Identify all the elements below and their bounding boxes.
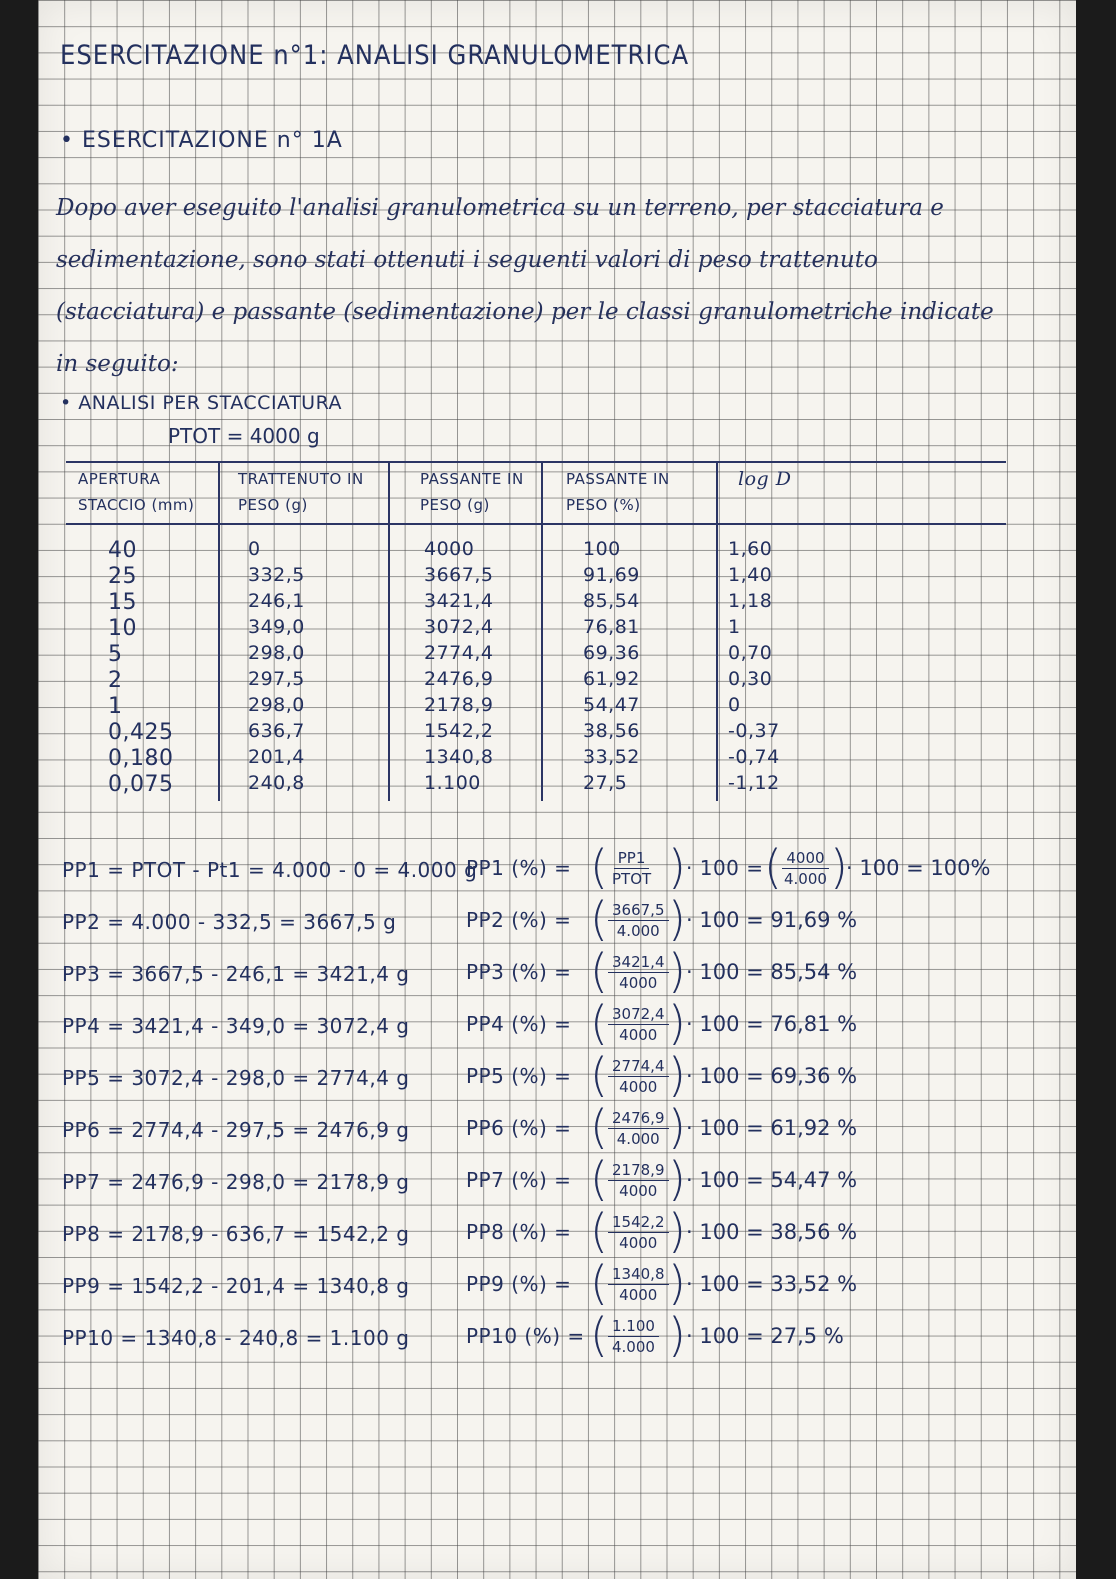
calc-line: PP8 = 2178,9 - 636,7 = 1542,2 g [62, 1222, 410, 1246]
table-header-cell: APERTURA [78, 470, 161, 488]
fraction [608, 1108, 669, 1149]
table-cell: 349,0 [248, 616, 305, 638]
table-cell: 3421,4 [424, 590, 494, 612]
table-cell: 10 [108, 616, 137, 641]
fraction-denominator: 4000 [619, 974, 658, 992]
table-cell: 2774,4 [424, 642, 494, 664]
left-paren: ( [590, 1256, 608, 1310]
right-paren: ) [668, 944, 686, 998]
fraction [780, 848, 831, 889]
percent-label: PP9 (%) = [466, 1272, 572, 1296]
fraction [608, 1056, 669, 1097]
fraction [608, 900, 669, 941]
table-cell: 1340,8 [424, 746, 494, 768]
table-cell: 33,52 [583, 746, 640, 768]
table-cell: 5 [108, 642, 123, 667]
fraction [608, 1316, 659, 1357]
table-cell: 38,56 [583, 720, 640, 742]
percent-result: · 100 = 69,36 % [686, 1064, 858, 1088]
calc-line: PP6 = 2774,4 - 297,5 = 2476,9 g [62, 1118, 410, 1142]
right-paren: ) [668, 1256, 686, 1310]
table-cell: 0,30 [728, 668, 773, 690]
calc-line: PP1 = PTOT - Pt1 = 4.000 - 0 = 4.000 g [62, 858, 478, 882]
fraction-numerator: 1542,2 [608, 1212, 669, 1233]
fraction-numerator: 4000 [782, 848, 828, 869]
fraction-denominator: 4.000 [784, 870, 827, 888]
table-cell: 91,69 [583, 564, 640, 586]
percent-label: PP2 (%) = [466, 908, 572, 932]
table-cell: 3667,5 [424, 564, 494, 586]
table-cell: 76,81 [583, 616, 640, 638]
left-paren: ( [590, 892, 608, 946]
table-cell: -1,12 [728, 772, 780, 794]
percent-result: · 100 = 27,5 % [686, 1324, 844, 1348]
percent-result: · 100 = 33,52 % [686, 1272, 858, 1296]
percent-label: PP5 (%) = [466, 1064, 572, 1088]
table-cell: 298,0 [248, 642, 305, 664]
table-header-cell: PASSANTE IN [420, 470, 524, 488]
table-header-cell: PESO (%) [566, 496, 641, 514]
fraction-numerator: PP1 [614, 848, 650, 869]
table-cell: 2476,9 [424, 668, 494, 690]
fraction-denominator: 4000 [619, 1078, 658, 1096]
fraction-denominator: 4.000 [612, 1338, 655, 1356]
right-paren: ) [668, 1308, 686, 1362]
percent-result: · 100 = 61,92 % [686, 1116, 858, 1140]
fraction [608, 952, 669, 993]
table-cell: 1,40 [728, 564, 773, 586]
table-cell: 0,70 [728, 642, 773, 664]
right-paren: ) [668, 840, 686, 894]
fraction [608, 848, 655, 889]
table-cell: 0,075 [108, 772, 174, 797]
fraction-denominator: PTOT [612, 870, 652, 888]
exercise-subtitle: • ESERCITAZIONE n° 1A [60, 128, 343, 153]
section-heading: • ANALISI PER STACCIATURA [60, 392, 343, 414]
table-cell: 0,425 [108, 720, 174, 745]
calc-line: PP3 = 3667,5 - 246,1 = 3421,4 g [62, 962, 410, 986]
table-cell: 240,8 [248, 772, 305, 794]
left-paren: ( [590, 1048, 608, 1102]
table-cell: 0,180 [108, 746, 174, 771]
percent-label: PP1 (%) = [466, 856, 572, 880]
right-paren: ) [668, 996, 686, 1050]
fraction-numerator: 2476,9 [608, 1108, 669, 1129]
table-cell: 27,5 [583, 772, 628, 794]
percent-result: · 100 = 54,47 % [686, 1168, 858, 1192]
left-paren: ( [590, 944, 608, 998]
intro-paragraph: Dopo aver eseguito l'analisi granulometrica su un terreno, per stacciatura e sedimentazione, sono stati ottenuti i seguenti valori di peso trattenuto (stacciatura) e passante (sedimentazione) per le classi granulometriche indicate in seguito: [56, 195, 994, 377]
calc-line: PP5 = 3072,4 - 298,0 = 2774,4 g [62, 1066, 410, 1090]
calc-line: PP10 = 1340,8 - 240,8 = 1.100 g [62, 1326, 410, 1350]
table-cell: -0,74 [728, 746, 780, 768]
left-paren: ( [590, 996, 608, 1050]
table-header-cell: log D [738, 468, 792, 490]
table-cell: 25 [108, 564, 137, 589]
table-header-cell: STACCIO (mm) [78, 496, 195, 514]
page-title: ESERCITAZIONE n°1: ANALISI GRANULOMETRICA [60, 40, 690, 71]
percent-result: · 100 = 38,56 % [686, 1220, 858, 1244]
table-cell: -0,37 [728, 720, 780, 742]
multiply-sign: · 100 = [686, 856, 764, 880]
table-cell: 201,4 [248, 746, 305, 768]
fraction-numerator: 1.100 [608, 1316, 659, 1337]
fraction-numerator: 1340,8 [608, 1264, 669, 1285]
percent-result: · 100 = 91,69 % [686, 908, 858, 932]
table-cell: 1,60 [728, 538, 773, 560]
table-cell: 298,0 [248, 694, 305, 716]
table-cell: 1542,2 [424, 720, 494, 742]
table-cell: 1 [728, 616, 741, 638]
table-cell: 2178,9 [424, 694, 494, 716]
fraction-denominator: 4000 [619, 1026, 658, 1044]
table-header-cell: PESO (g) [420, 496, 490, 514]
table-cell: 61,92 [583, 668, 640, 690]
calc-line: PP2 = 4.000 - 332,5 = 3667,5 g [62, 910, 397, 934]
table-cell: 3072,4 [424, 616, 494, 638]
table-cell: 54,47 [583, 694, 640, 716]
table-cell: 332,5 [248, 564, 305, 586]
table-cell: 0 [728, 694, 741, 716]
table-cell: 4000 [424, 538, 475, 560]
fraction-denominator: 4.000 [616, 1130, 660, 1148]
table-cell: 0 [248, 538, 261, 560]
fraction-denominator: 4000 [619, 1182, 658, 1200]
table-cell: 40 [108, 538, 137, 563]
table-cell: 1,18 [728, 590, 773, 612]
table-cell: 85,54 [583, 590, 640, 612]
fraction-denominator: 4000 [619, 1286, 658, 1304]
percent-label: PP7 (%) = [466, 1168, 572, 1192]
right-paren: ) [668, 1204, 686, 1258]
table-cell: 636,7 [248, 720, 305, 742]
right-paren: ) [668, 1048, 686, 1102]
right-paren: ) [668, 1100, 686, 1154]
table-header-cell: PESO (g) [238, 496, 308, 514]
table-header-cell: PASSANTE IN [566, 470, 670, 488]
table-cell: 15 [108, 590, 137, 615]
table-cell: 246,1 [248, 590, 305, 612]
fraction [608, 1160, 669, 1201]
right-paren: ) [668, 1152, 686, 1206]
fraction-numerator: 2178,9 [608, 1160, 669, 1181]
total-weight: PTOT = 4000 g [168, 424, 320, 448]
table-cell: 100 [583, 538, 621, 560]
calc-line: PP7 = 2476,9 - 298,0 = 2178,9 g [62, 1170, 410, 1194]
fraction [608, 1212, 669, 1253]
left-paren: ( [590, 1204, 608, 1258]
table-cell: 1 [108, 694, 123, 719]
calc-line: PP4 = 3421,4 - 349,0 = 3072,4 g [62, 1014, 410, 1038]
percent-label: PP3 (%) = [466, 960, 572, 984]
fraction-numerator: 3072,4 [608, 1004, 669, 1025]
percent-result: · 100 = 76,81 % [686, 1012, 858, 1036]
fraction-denominator: 4.000 [616, 922, 660, 940]
table-header-cell: TRATTENUTO IN [238, 470, 364, 488]
left-paren: ( [590, 840, 608, 894]
percent-result: · 100 = 85,54 % [686, 960, 858, 984]
fraction-numerator: 3667,5 [608, 900, 669, 921]
table-cell: 1.100 [424, 772, 481, 794]
fraction-denominator: 4000 [619, 1234, 658, 1252]
table-cell: 297,5 [248, 668, 305, 690]
percent-label: PP6 (%) = [466, 1116, 572, 1140]
notebook-page [38, 0, 1076, 1579]
fraction [608, 1004, 669, 1045]
fraction-numerator: 2774,4 [608, 1056, 669, 1077]
table-cell: 2 [108, 668, 123, 693]
percent-label: PP8 (%) = [466, 1220, 572, 1244]
percent-label: PP4 (%) = [466, 1012, 572, 1036]
right-paren: ) [830, 840, 848, 894]
left-paren: ( [590, 1152, 608, 1206]
right-paren: ) [668, 892, 686, 946]
percent-label: PP10 (%) = [466, 1324, 585, 1348]
left-paren: ( [590, 1100, 608, 1154]
left-paren: ( [590, 1308, 608, 1362]
fraction-numerator: 3421,4 [608, 952, 669, 973]
fraction [608, 1264, 669, 1305]
calc-line: PP9 = 1542,2 - 201,4 = 1340,8 g [62, 1274, 410, 1298]
left-paren: ( [764, 840, 782, 894]
percent-result: · 100 = 100% [846, 856, 991, 880]
table-cell: 69,36 [583, 642, 640, 664]
